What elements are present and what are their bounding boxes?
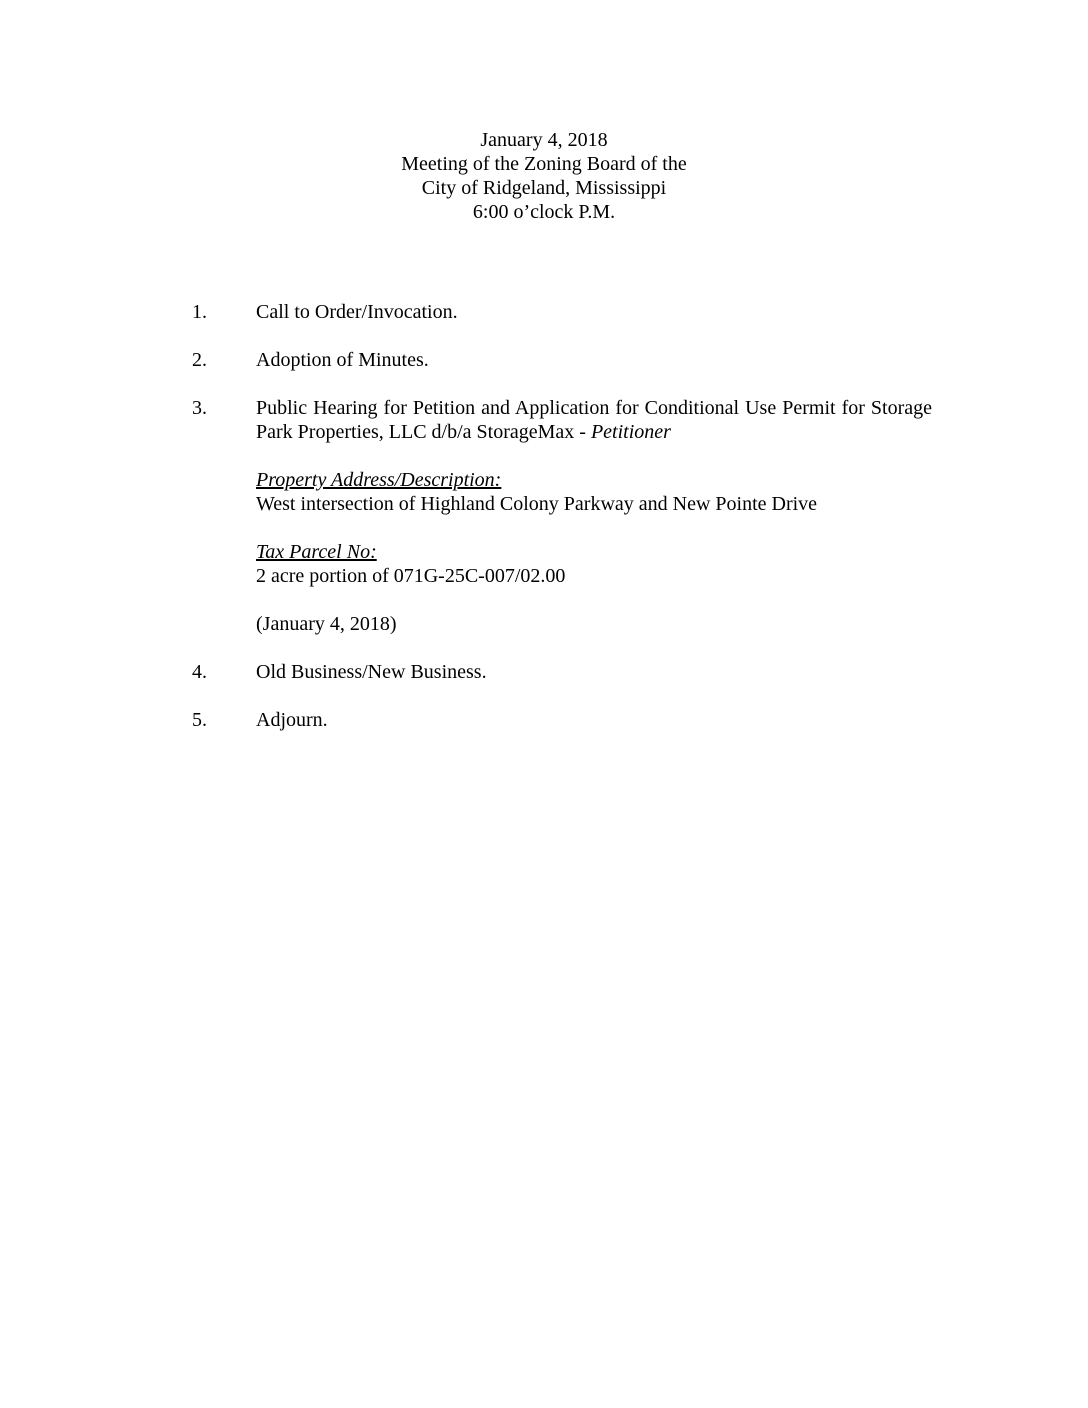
agenda-item-number: 4. [192, 661, 207, 683]
parcel-value: 2 acre portion of 071G-25C-007/02.00 [256, 565, 566, 587]
hearing-date-note: (January 4, 2018) [256, 613, 397, 635]
property-section [256, 468, 932, 516]
parcel-section [256, 540, 932, 588]
agenda-item-text: Call to Order/Invocation. [256, 301, 458, 323]
meeting-title: Meeting of the Zoning Board of the [401, 153, 687, 175]
property-label: Property Address/Description: [256, 469, 502, 491]
meeting-city: City of Ridgeland, Mississippi [421, 177, 667, 199]
meeting-time: 6:00 o’clock P.M. [472, 201, 616, 223]
document-header [0, 128, 1088, 224]
agenda-item-number: 1. [192, 301, 207, 323]
agenda-item-number: 2. [192, 349, 207, 371]
agenda-item [192, 396, 932, 636]
agenda-item-number: 5. [192, 709, 207, 731]
meeting-date: January 4, 2018 [480, 129, 608, 151]
petitioner-role: - Petitioner [579, 421, 671, 443]
agenda-item-text [256, 396, 932, 444]
agenda-item-text: Old Business/New Business. [256, 661, 487, 683]
property-value: West intersection of Highland Colony Parkway and New Pointe Drive [256, 493, 818, 515]
agenda-item [192, 708, 932, 732]
agenda-item-text: Adoption of Minutes. [256, 349, 429, 371]
agenda-item-text: Adjourn. [256, 709, 328, 731]
agenda-item [192, 660, 932, 684]
agenda-list [192, 300, 932, 756]
parcel-label: Tax Parcel No: [256, 541, 377, 563]
hearing-description: Public Hearing for Petition and Application for Conditional Use Permit for Storage Park Properties, LLC d/b/a StorageMax [256, 397, 932, 443]
agenda-item [192, 300, 932, 324]
agenda-item [192, 348, 932, 372]
agenda-item-number: 3. [192, 397, 207, 419]
